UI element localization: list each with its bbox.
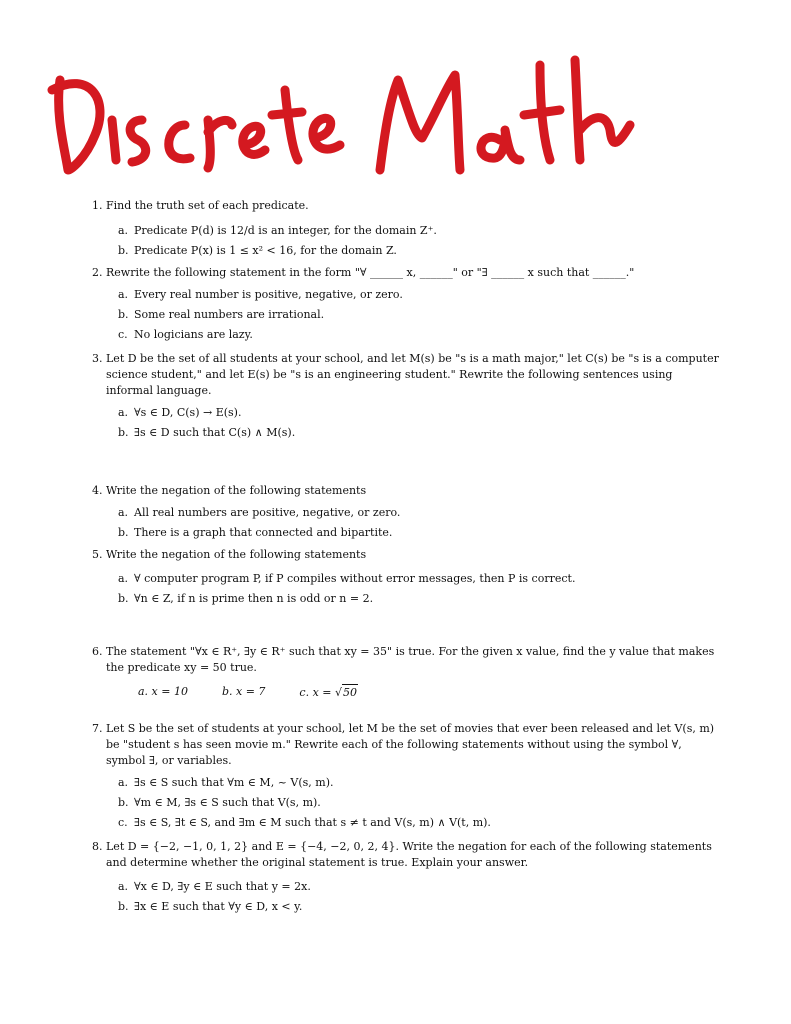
list-item: b. ∃x ∈ E such that ∀y ∈ D, x < y. bbox=[118, 900, 303, 913]
question-5 bbox=[92, 547, 722, 563]
question-text: The statement "∀x ∈ R⁺, ∃y ∈ R⁺ such that xy = 35" is true. For the given x value, find the y value that makes the predicate xy = 50 true. bbox=[106, 645, 715, 674]
list-item: c. No logicians are lazy. bbox=[118, 328, 253, 341]
question-4 bbox=[92, 483, 722, 499]
question-3 bbox=[92, 351, 722, 399]
question-text: Rewrite the following statement in the form "∀ ______ x, ______" or "∃ ______ x such that ______." bbox=[106, 266, 635, 279]
question-8 bbox=[92, 839, 722, 871]
list-item: a. ∀x ∈ D, ∃y ∈ E such that y = 2x. bbox=[118, 880, 311, 893]
question-number: 4. bbox=[92, 484, 103, 497]
list-item: a. Every real number is positive, negative, or zero. bbox=[118, 288, 403, 301]
question-number: 1. bbox=[92, 199, 103, 212]
choice-a: a. x = 10 bbox=[138, 685, 188, 698]
question-6 bbox=[92, 644, 722, 676]
list-item: a. ∀ computer program P, if P compiles without error messages, then P is correct. bbox=[118, 572, 576, 585]
list-item: b. Predicate P(x) is 1 ≤ x² < 16, for the domain Z. bbox=[118, 244, 397, 257]
question-7 bbox=[92, 721, 722, 769]
question-text: Let S be the set of students at your school, let M be the set of movies that ever been released and let V(s, m) be "student s has seen movie m." Rewrite each of the following statements without using the symbol ∀, symbol ∃, or variables. bbox=[106, 722, 715, 767]
question-1 bbox=[92, 198, 722, 214]
choice-b: b. x = 7 bbox=[221, 685, 266, 698]
question-text: Find the truth set of each predicate. bbox=[106, 199, 309, 212]
list-item: b. There is a graph that connected and bipartite. bbox=[118, 526, 393, 539]
question-text: Let D be the set of all students at your school, and let M(s) be "s is a math major," let C(s) be "s is a computer science student," and let E(s) be "s is an engineering student." Rewrite the following sentences using informal language. bbox=[106, 352, 719, 397]
choice-c: c. x = √50 bbox=[299, 686, 357, 699]
choice-row bbox=[138, 684, 722, 701]
question-text: Write the negation of the following statements bbox=[106, 484, 367, 497]
question-number: 3. bbox=[92, 352, 103, 365]
question-number: 2. bbox=[92, 266, 103, 279]
question-number: 7. bbox=[92, 722, 103, 735]
question-2 bbox=[92, 265, 722, 281]
question-text: Let D = {−2, −1, 0, 1, 2} and E = {−4, −2, 0, 2, 4}. Write the negation for each of the following statements and determine whether the original statement is true. Explain your answer. bbox=[106, 840, 712, 869]
question-number: 8. bbox=[92, 840, 103, 853]
list-item: b. ∃s ∈ D such that C(s) ∧ M(s). bbox=[118, 426, 296, 439]
question-number: 5. bbox=[92, 548, 103, 561]
list-item: b. ∀n ∈ Z, if n is prime then n is odd or n = 2. bbox=[118, 592, 374, 605]
question-number: 6. bbox=[92, 645, 103, 658]
list-item: a. ∃s ∈ S such that ∀m ∈ M, ~ V(s, m). bbox=[118, 776, 334, 789]
list-item: a. All real numbers are positive, negative, or zero. bbox=[118, 506, 401, 519]
radicand: 50 bbox=[343, 686, 357, 699]
handwritten-title bbox=[40, 20, 640, 195]
worksheet bbox=[92, 198, 722, 915]
list-item: c. ∃s ∈ S, ∃t ∈ S, and ∃m ∈ M such that s ≠ t and V(s, m) ∧ V(t, m). bbox=[118, 816, 491, 829]
list-item: a. Predicate P(d) is 12/d is an integer, for the domain Z⁺. bbox=[118, 224, 437, 237]
list-item: b. Some real numbers are irrational. bbox=[118, 308, 325, 321]
list-item: a. ∀s ∈ D, C(s) → E(s). bbox=[118, 406, 242, 419]
question-text: Write the negation of the following statements bbox=[106, 548, 367, 561]
list-item: b. ∀m ∈ M, ∃s ∈ S such that V(s, m). bbox=[118, 796, 321, 809]
